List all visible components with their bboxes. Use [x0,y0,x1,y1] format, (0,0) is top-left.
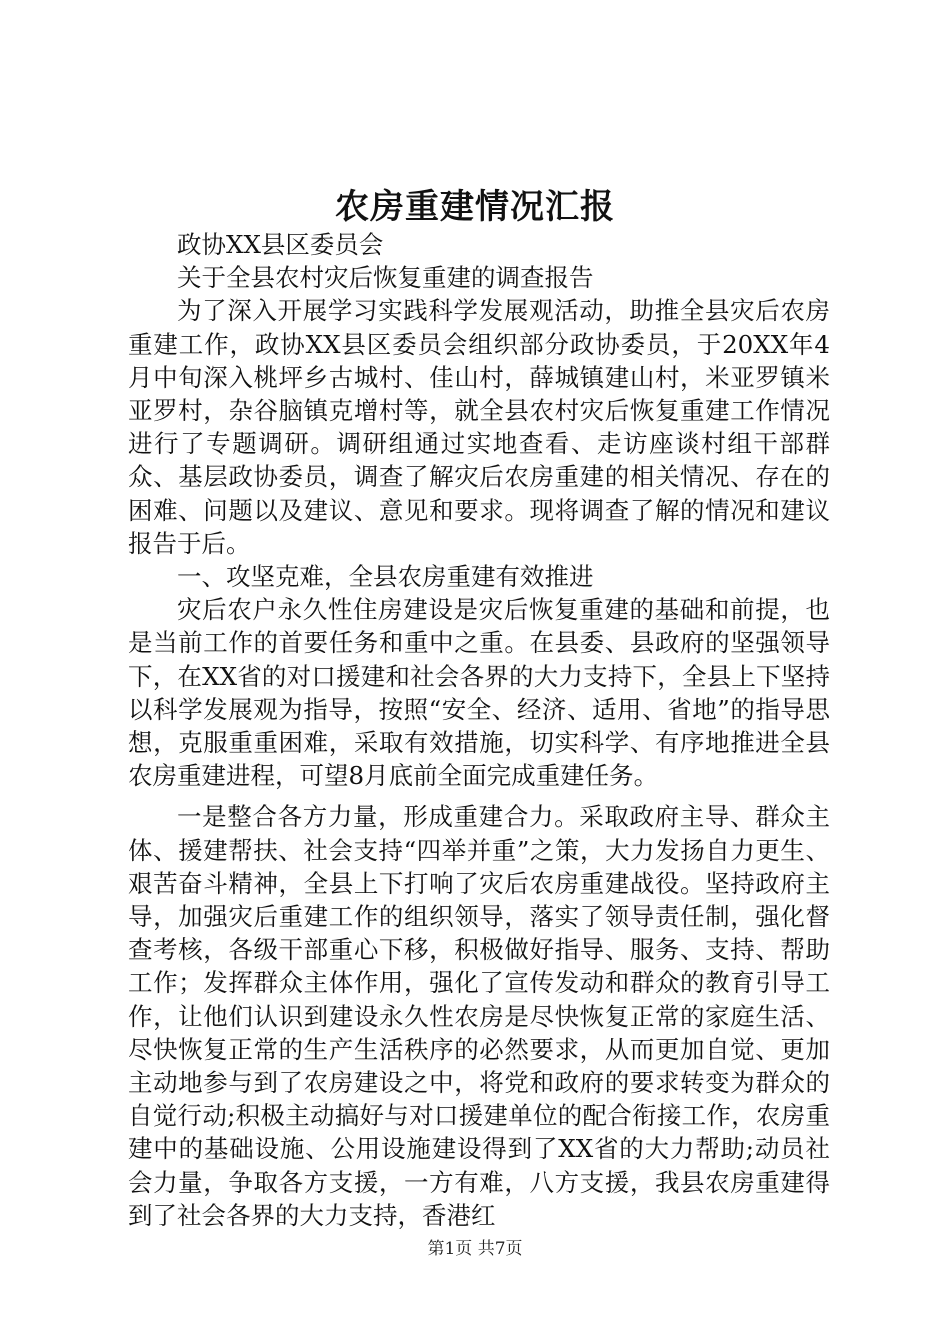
section-heading: 一、攻坚克难，全县农房重建有效推进 [177,562,594,592]
document-title: 农房重建情况汇报 [335,187,615,227]
organization-line: 政协XX县区委员会 [177,230,384,259]
document-body [128,228,830,1232]
report-subtitle: 关于全县农村灾后恢复重建的调查报告 [177,263,594,293]
section-paragraph: 一是整合各方力量，形成重建合力。采取政府主导、群众主体、援建帮扶、社会支持“四举并重”之策，大力发扬自力更生、艰苦奋斗精神，全县上下打响了灾后农房重建战役。坚持政府主导，加强灾后重建工作的组织领导，落实了领导责任制，强化督查考核，各级干部重心下移，积极做好指导、服务、支持、帮助工作；发挥群众主体作用，强化了宣传发动和群众的教育引导工作，让他们认识到建设永久性农房是尽快恢复正常的家庭生活、尽快恢复正常的生产生活秩序的必然要求，从而更加自觉、更加主动地参与到了农房建设之中，将党和政府的要求转变为群众的自觉行动;积极主动搞好与对口援建单位的配合衔接工作，农房重建中的基础设施、公用设施建设得到了XX省的大力帮助;动员社会力量，争取各方支援，一方有难，八方支援，我县农房重建得到了社会各界的大力支持，香港红 [128,802,830,1230]
page-footer: 第1页 共7页 [427,1239,523,1259]
section-paragraph: 灾后农户永久性住房建设是灾后恢复重建的基础和前提，也是当前工作的首要任务和重中之重。在县委、县政府的坚强领导下，在XX省的对口援建和社会各界的大力支持下，全县上下坚持以科学发展观为指导，按照“安全、经济、适用、省地”的指导思想，克服重重困难，采取有效措施，切实科学、有序地推进全县农房重建进程，可望8月底前全面完成重建任务。 [128,595,830,791]
intro-paragraph: 为了深入开展学习实践科学发展观活动，助推全县灾后农房重建工作，政协XX县区委员会组织部分政协委员，于20XX年4月中旬深入桃坪乡古城村、佳山村，薛城镇建山村，米亚罗镇米亚罗村，杂谷脑镇克增村等，就全县农村灾后恢复重建工作情况进行了专题调研。调研组通过实地查看、走访座谈村组干部群众、基层政协委员，调查了解灾后农房重建的相关情况、存在的困难、问题以及建议、意见和要求。现将调查了解的情况和建议报告于后。 [128,296,830,558]
